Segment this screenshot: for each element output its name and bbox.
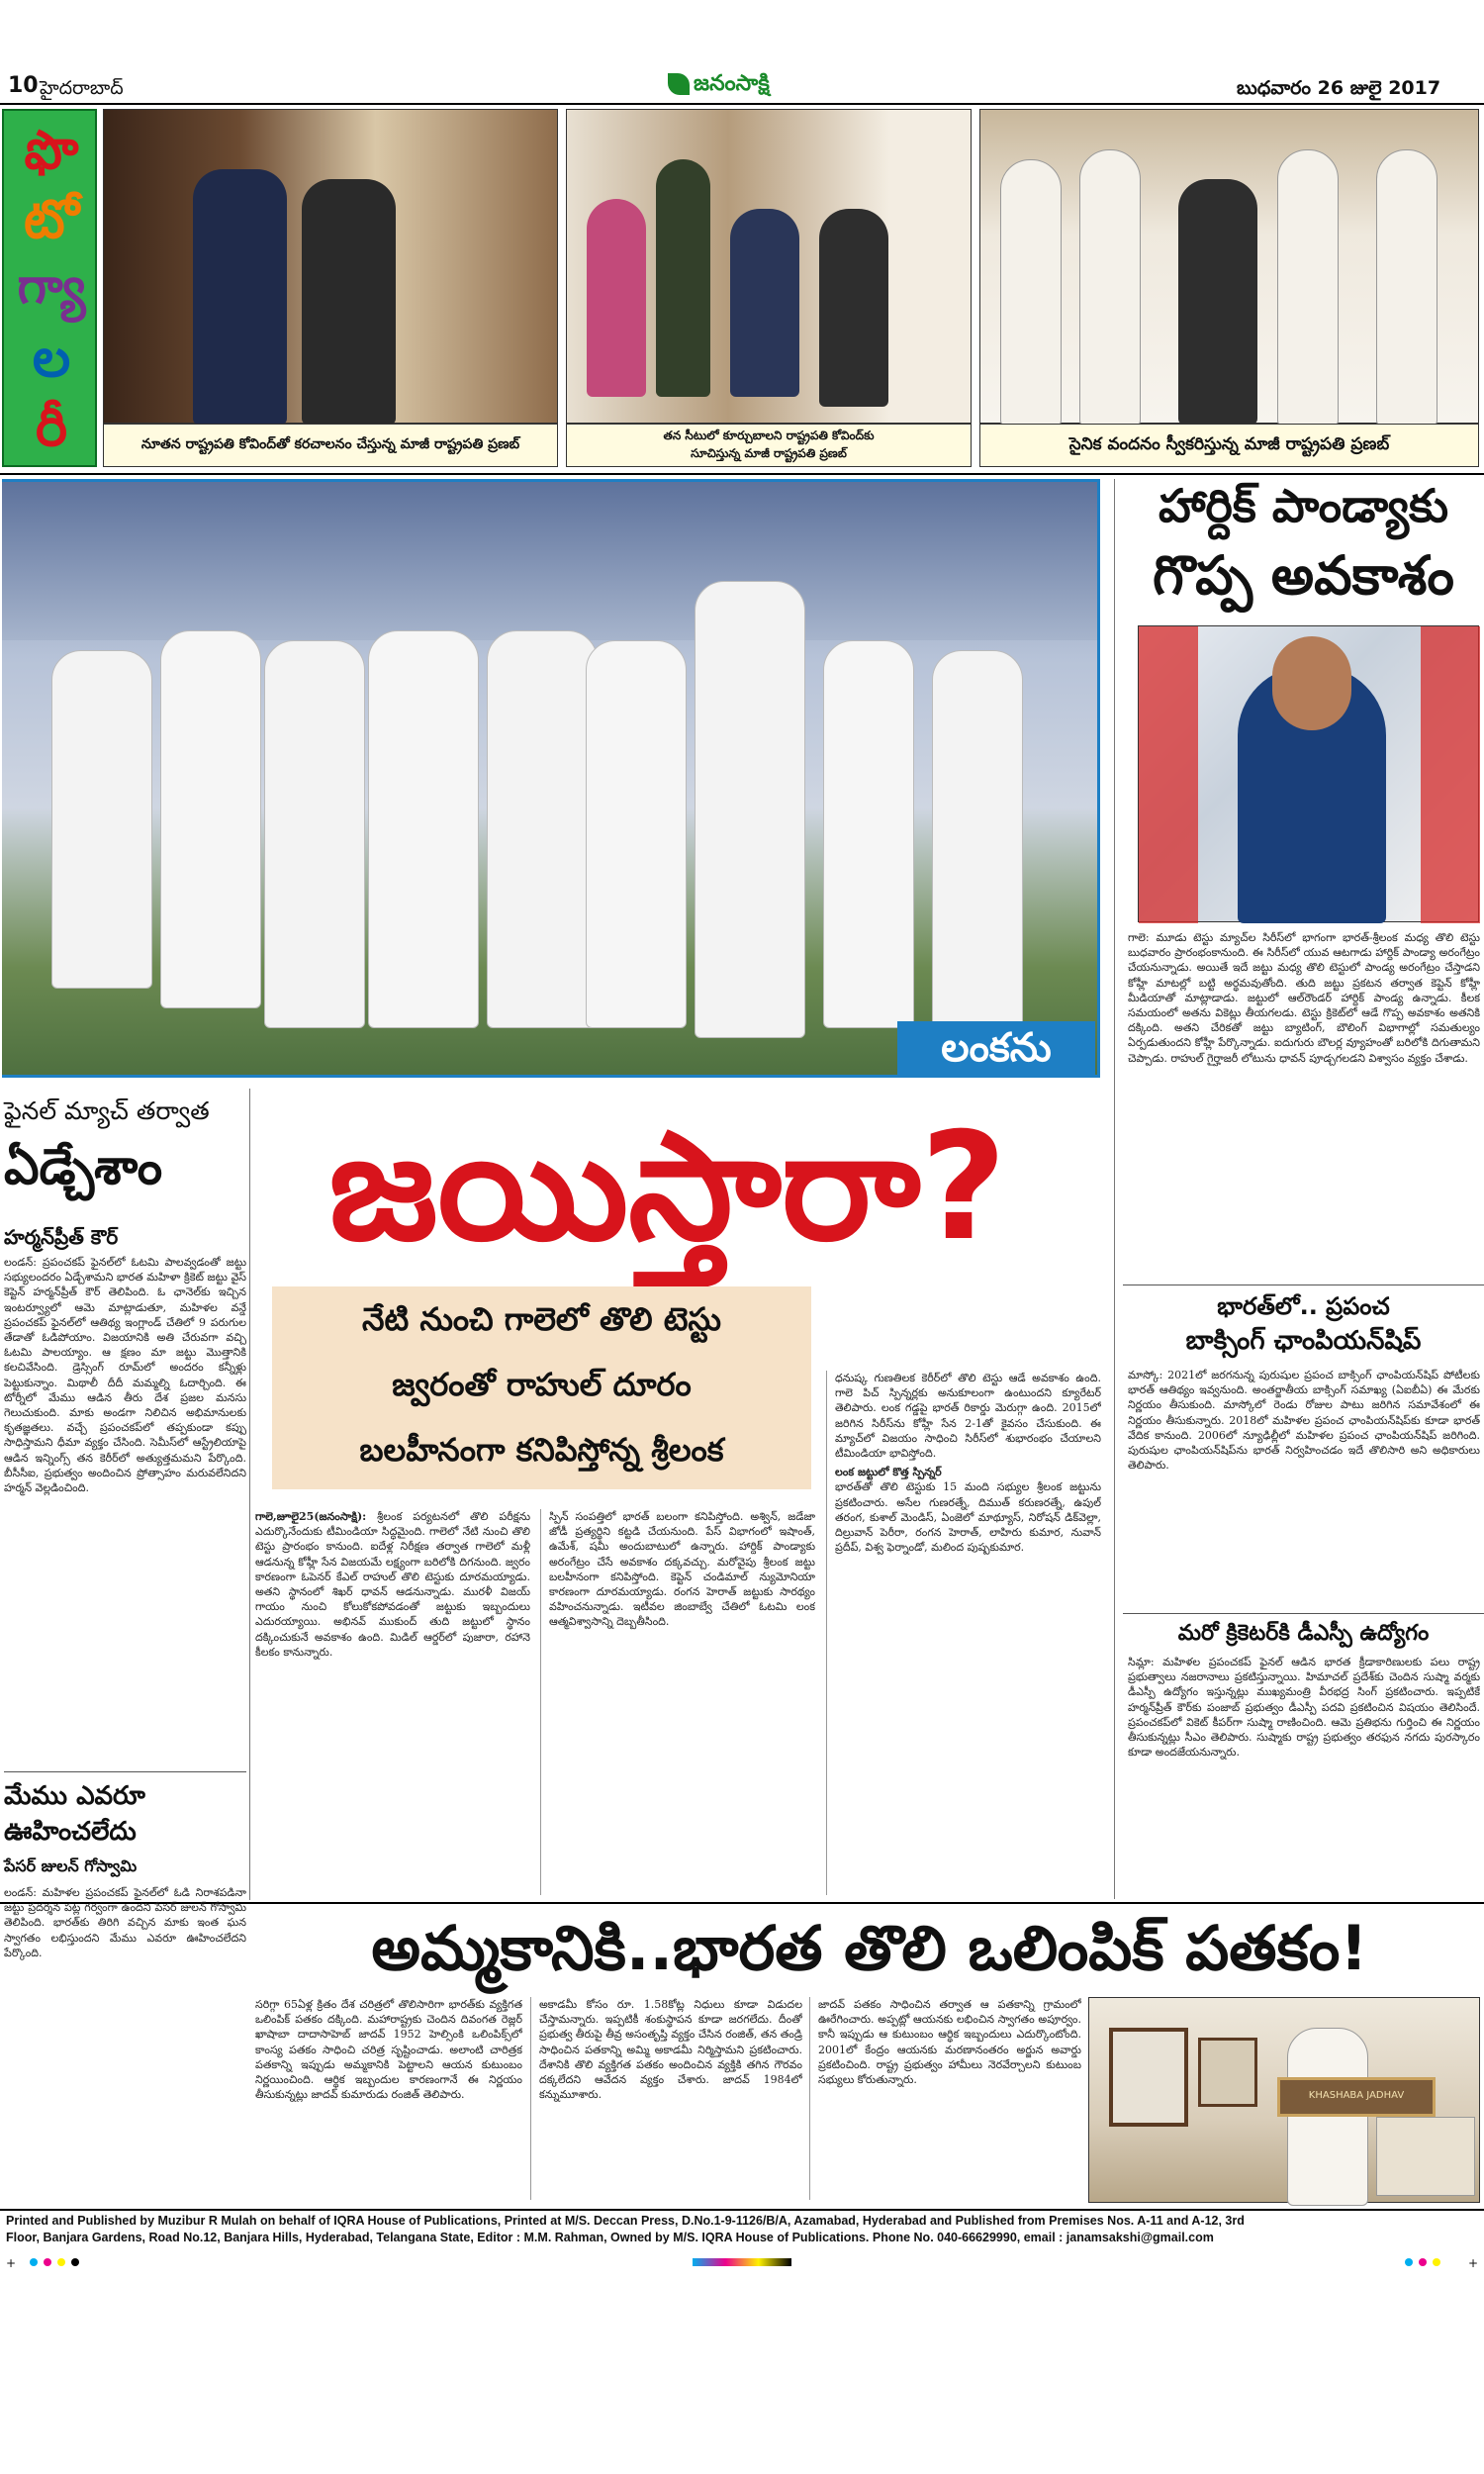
byline: హర్మన్‌ప్రీత్ కౌర్	[4, 1225, 119, 1249]
subhead: నేటి నుంచి గాలెలో తొలి టెస్టు	[362, 1300, 721, 1338]
color-dot	[1419, 2258, 1427, 2266]
column-divider	[1123, 1613, 1484, 1614]
boxing-headline: బాక్సింగ్ ఛాంపియన్‌షిప్	[1185, 1326, 1422, 1356]
photo-gallery	[0, 109, 1484, 475]
masthead	[0, 0, 1484, 99]
person-figure	[1079, 149, 1141, 427]
footer-rule	[0, 2209, 1484, 2211]
main-body-col2	[540, 1509, 815, 1895]
sponsor-board	[1421, 626, 1480, 923]
person-figure	[1277, 149, 1339, 427]
gallery-letter: ఫొ	[24, 119, 79, 181]
gallery-photo-salute	[979, 109, 1479, 424]
gallery-photo-seat	[566, 109, 972, 424]
player-figure	[51, 650, 152, 989]
kohli-kicker: ఫైనల్ మ్యాచ్ తర్వాత	[4, 1096, 210, 1125]
masthead-logo	[668, 69, 816, 103]
gallery-side-label	[2, 109, 97, 467]
registration-cross-icon: +	[1468, 2256, 1479, 2270]
person-figure	[1000, 159, 1062, 427]
kohli-photo	[1138, 625, 1479, 922]
column-divider	[4, 1771, 246, 1772]
color-dot	[57, 2258, 65, 2266]
sponsor-board	[1139, 626, 1198, 923]
frame-on-wall	[1109, 2028, 1188, 2127]
article-text: సరిగ్గా 65ఏళ్ల క్రితం దేశ చరిత్రలో తొలిసారిగా భారత్‌కు వ్యక్తిగత ఒలింపిక్ పతకం దక్కింది. మహారాష్ట్రకు చెందిన దివంగత రెజ్లర్ ఖాషాబా దాదాసాహెబ్ జాదవ్ 1952 హెల్సింకి ఒలింపిక్స్‌లో కాంస్య పతకం సాధించి చరిత్ర సృష్టించాడు. అలాంటి చారిత్రక పతకాన్ని ఇప్పుడు అమ్మకానికి పెట్టాలని ఆయన కుటుంబం నిర్ణయించింది. ఆర్థిక ఇబ్బందుల కారణంగానే ఈ నిర్ణయం తీసుకున్నట్లు జాదవ్ కుమారుడు రంజిత్ తెలిపారు.	[255, 1998, 522, 2102]
subhead: జ్వరంతో రాహుల్ దూరం	[392, 1366, 692, 1403]
gallery-caption-line: తన సీటులో కూర్చుబాలని రాష్ట్రపతి కోవింద్‌కు	[663, 428, 875, 442]
main-headline: జయిస్తారా?	[328, 1101, 1007, 1274]
shelf-display	[1376, 2117, 1475, 2196]
boxing-kicker: భారత్‌లో.. ప్రపంచ	[1217, 1292, 1390, 1320]
olympic-body-col3	[809, 1997, 1081, 2200]
player-figure	[695, 581, 805, 1038]
dsp-headline: మరో క్రికెటర్‌కి డీఎస్పీ ఉద్యోగం	[1177, 1621, 1430, 1646]
color-dot	[44, 2258, 51, 2266]
byline: పేసర్ జులన్ గోస్వామి	[4, 1856, 138, 1875]
face-shape	[1272, 636, 1351, 730]
frame-on-wall	[1198, 2038, 1257, 2107]
article-text: ధనుష్క గుణతిలక కెరీర్‌లో తొలి టెస్టు ఆడే అవకాశం ఉంది. గాలె పిచ్ స్పిన్నర్లకు అనుకూలంగా ఉంటుందని క్యూరేటర్ తెలిపారు. లంక గడ్డపై భారత్ రికార్డు మెరుగ్గా ఉంది. 2015లో జరిగిన సిరీస్‌ను కోహ్లీ సేన 2-1తో కైవసం చేసుకుంది. ఈ మ్యాచ్‌లో విజయం సాధించి సిరీస్‌లో శుభారంభం చేయాలని టీమిండియా భావిస్తోంది.	[835, 1372, 1101, 1461]
article-text: లండన్: ప్రపంచకప్ ఫైనల్‌లో ఓటమి పాలవ్వడంతో జట్టు సభ్యులందరం ఏడ్చేశామని భారత మహిళా క్రికెట్ జట్టు వైస్ కెప్టెన్ హర్మన్‌ప్రీత్ కౌర్ తెలిపింది. ఓ ఛానెల్‌కు ఇచ్చిన ఇంటర్వ్యూలో ఆమె మాట్లాడుతూ, మహిళల వన్డే ప్రపంచకప్ ఫైనల్‌లో ఆతిథ్య ఇంగ్లాండ్ చేతిలో 9 పరుగుల తేడాతో ఓడిపోయాం. విజయానికి అతి చేరువగా వచ్చి ఓటమి పాలయ్యాం. ఆ క్షణం మా జట్టు మొత్తానికి కలచివేసింది. డ్రెస్సింగ్ రూమ్‌లో అందరం కన్నీళ్లు పెట్టుకున్నాం. మిథాలీ దీదీ మమ్మల్ని ఓదార్చింది. ఈ టోర్నీలో మేము ఆడిన తీరు దేశ ప్రజల మనసు గెలుచుకుంది. మాకు అండగా నిలిచిన అభిమానులకు కృతజ్ఞతలు. వచ్చే ప్రపంచకప్‌లో తప్పకుండా కప్పు సాధిస్తామని ధీమా వ్యక్తం చేసింది. సెమీస్‌లో ఆస్ట్రేలియాపై ఆడిన ఇన్నింగ్స్ తన కెరీర్‌లో అత్యుత్తమమని పేర్కొంది. బీసీసీఐ, ప్రభుత్వం అందించిన ప్రోత్సాహం మరువలేనిదని హర్మన్ వెల్లడించింది.	[4, 1256, 246, 1495]
registration-cross-icon: +	[6, 2256, 17, 2270]
dateline: గాలె,జూలై25(జనంసాక్షి):	[255, 1510, 367, 1523]
color-dot	[71, 2258, 79, 2266]
gallery-letter: టో	[23, 188, 80, 250]
main-body-col1	[255, 1509, 530, 1895]
main-photo	[2, 482, 1097, 1075]
player-figure	[264, 640, 365, 1028]
player-figure	[487, 630, 598, 1028]
jhulan-body	[4, 1885, 246, 2192]
person-figure	[1287, 2028, 1368, 2206]
crowd-band	[2, 482, 1097, 640]
color-dot	[1405, 2258, 1413, 2266]
person-figure	[656, 159, 710, 397]
hardik-headline: హార్దిక్ పాండ్యాకు	[1159, 479, 1448, 532]
gallery-caption: నూతన రాష్ట్రపతి కోవింద్‌తో కరచాలనం చేస్తున్న మాజీ రాష్ట్రపతి ప్రణబ్	[103, 424, 558, 467]
page-number: 10	[8, 73, 39, 98]
section-rule	[0, 473, 1484, 475]
gallery-caption: సైనిక వందనం స్వీకరిస్తున్న మాజీ రాష్ట్రపతి ప్రణబ్	[979, 424, 1479, 467]
article-subhead: లంక జట్టులో కొత్త స్పిన్నర్	[835, 1466, 942, 1479]
color-dot	[30, 2258, 38, 2266]
boxing-body	[1128, 1368, 1480, 1605]
hardik-body	[1128, 930, 1480, 1277]
medal-plaque	[1277, 2077, 1436, 2117]
person-figure	[1376, 149, 1438, 427]
kohli-body	[4, 1255, 246, 1769]
player-figure	[160, 630, 261, 1008]
color-bar	[693, 2258, 791, 2266]
imprint	[6, 2213, 1478, 2246]
article-text: భారత్‌తో తొలి టెస్టుకు 15 మంది సభ్యుల శ్రీలంక జట్టును ప్రకటించారు. అసేల గుణరత్నే, దిముత్ కరుణరత్నే, ఉపుల్ తరంగ, కుశాల్ మెండిస్, ఏంజెలో మాథ్యూస్, నిరోషన్ డిక్‌వెల్లా, దిల్రువాన్ పెరీరా, రంగన హెరాత్, లాహిరు కుమార, నువాన్ ప్రదీప్, విశ్వ ఫెర్నాండో, మలింద పుష్పకుమార.	[835, 1480, 1101, 1555]
city-label: హైదరాబాద్	[40, 77, 124, 99]
olympic-body-col1	[255, 1997, 522, 2200]
olympic-body-col2	[530, 1997, 802, 2200]
registration-marks	[0, 2254, 1484, 2270]
leaf-icon	[668, 73, 690, 95]
person-figure	[819, 209, 888, 407]
main-body-col3	[826, 1371, 1101, 1895]
imprint-line: Floor, Banjara Gardens, Road No.12, Banjara Hills, Hyderabad, Telangana State, Editor : M.M. Rahman, Owned by M/S. IQRA House of Publications. Phone No. 040-66629990, email : janamsakshi@gmail.com	[6, 2231, 1214, 2244]
player-figure	[368, 630, 479, 1028]
gallery-letter: ల	[32, 327, 71, 389]
player-figure	[823, 640, 914, 1028]
article-text: స్పిన్ సంపత్తిలో భారత్ బలంగా కనిపిస్తోంది. అశ్విన్, జడేజా జోడీ ప్రత్యర్థిని కట్టడి చేయనుంది. పేస్ విభాగంలో ఇషాంత్, ఉమేశ్, షమీ అందుబాటులో ఉన్నారు. హార్దిక్ పాండ్యాకు అరంగేట్రం చేసే అవకాశం దక్కవచ్చు. మరోవైపు శ్రీలంక జట్టు బలహీనంగా కనిపిస్తోంది. కెప్టెన్ చండిమాల్ న్యుమోనియా కారణంగా దూరమయ్యాడు. రంగన హెరాత్ జట్టుకు సారథ్యం వహించనున్నాడు. ఇటీవల జింబాబ్వే చేతిలో ఓటమి లంక ఆత్మవిశ్వాసాన్ని దెబ్బతీసింది.	[549, 1510, 815, 1629]
gallery-photo-handshake	[103, 109, 558, 424]
photo-tag: లంకను	[897, 1021, 1095, 1076]
plaque-text: KHASHABA JADHAV	[1308, 2090, 1405, 2101]
color-dot	[1433, 2258, 1440, 2266]
person-figure	[193, 169, 287, 425]
subhead-box	[272, 1286, 811, 1489]
main-photo-frame	[2, 479, 1100, 1078]
person-figure	[587, 199, 646, 397]
person-figure	[730, 209, 799, 397]
column-divider	[1114, 479, 1115, 1899]
article-text: అకాడమీ కోసం రూ. 1.58కోట్ల నిధులు కూడా విడుదల చేస్తామన్నారు. ఇప్పటికీ శంకుస్థాపన కూడా జరగలేదు. దీంతో ప్రభుత్వ తీరుపై తీవ్ర అసంతృప్తి వ్యక్తం చేసిన రంజిత్, తన తండ్రి సాధించిన పతకాన్ని అమ్మి అకాడమీ నిర్మిస్తామని ప్రకటించారు. దేశానికి తొలి వ్యక్తిగత పతకం అందించిన వ్యక్తికి తగిన గౌరవం దక్కలేదని ఆవేదన వ్యక్తం చేశారు. జాదవ్ 1984లో కన్నుమూశారు.	[539, 1998, 802, 2102]
jhulan-headline: ఊహించలేదు	[4, 1817, 137, 1847]
olympic-photo	[1088, 1997, 1480, 2203]
person-figure	[1178, 179, 1257, 425]
article-text: మాస్కో: 2021లో జరగనున్న పురుషుల ప్రపంచ బాక్సింగ్ ఛాంపియన్‌షిప్ పోటీలకు భారత్ ఆతిథ్యం ఇవ్వనుంది. అంతర్జాతీయ బాక్సింగ్ సమాఖ్య (ఏఐబీఏ) ఈ మేరకు నిర్ణయం తీసుకుంది. మాస్కోలో రెండు రోజుల పాటు జరిగిన సమావేశంలో ఈ నిర్ణయం తీసుకున్నారు. 2018లో మహిళల ప్రపంచ ఛాంపియన్‌షిప్‌కు కూడా భారత్ వేదిక కానుంది. 2006లో న్యూఢిల్లీలో మహిళల ప్రపంచ ఛాంపియన్‌షిప్ జరిగింది. పురుషుల ఛాంపియన్‌షిప్‌ను భారత్ నిర్వహించడం ఇదే తొలిసారి అని అధికారులు తెలిపారు.	[1128, 1369, 1480, 1473]
gallery-letter: రీ	[35, 396, 68, 458]
gallery-caption	[566, 424, 972, 467]
article-text: లండన్: మహిళల ప్రపంచకప్ ఫైనల్‌లో ఓడి నిరాశపడినా జట్టు ప్రదర్శన పట్ల గర్వంగా ఉందని పేసర్ జులన్ గోస్వామి తెలిపింది. భారత్‌కు తిరిగి వచ్చిన మాకు ఇంత ఘన స్వాగతం లభిస్తుందని మేము ఎవరూ ఊహించలేదని పేర్కొంది.	[4, 1886, 246, 1959]
article-text: గాలె: మూడు టెస్టు మ్యాచ్‌ల సిరీస్‌లో భాగంగా భారత్-శ్రీలంక మధ్య తొలి టెస్టు బుధవారం ప్రారంభంకానుంది. ఈ సిరీస్‌లో యువ ఆటగాడు హార్దిక్ పాండ్యా అరంగేట్రం చేయనున్నాడు. అయితే ఇదే జట్టు మధ్య తొలి టెస్టులో పాండ్య అరంగేట్రం చేస్తాడని కోహ్లీ మాటల్లో బట్టి అర్థమవుతోంది. తుది జట్టు ప్రకటన తర్వాత కెప్టెన్ కోహ్లీ మీడియాతో మాట్లాడాడు. జట్టులో ఆల్‌రౌండర్ హార్దిక్ పాండ్య ఉన్నాడు. కీలక సమయంలో అతను వికెట్లు తీయగలడు. టెస్టు క్రికెట్‌లో ఆడే గొప్ప అవకాశం అతనికి దక్కింది. అతని చేరికతో జట్టు బ్యాటింగ్, బౌలింగ్ విభాగాల్లో సమతుల్యం ఏర్పడుతుందని కోహ్లీ పేర్కొన్నాడు. ఐదుగురు బౌలర్ల వ్యూహంతో బరిలోకి దిగుతామని చెప్పాడు. రాహుల్ గైర్హాజరీ లోటును ధావన్ పూడ్చగలడని విశ్వాసం వ్యక్తం చేశాడు.	[1128, 931, 1480, 1065]
hardik-headline: గొప్ప అవకాశం	[1153, 544, 1454, 607]
masthead-rule	[0, 103, 1484, 105]
column-divider	[249, 1089, 250, 1900]
olympic-headline: అమ్మకానికి..భారత తొలి ఒలింపిక్ పతకం!	[371, 1912, 1368, 1984]
date-label: బుధవారం 26 జులై 2017	[1237, 77, 1441, 99]
jhulan-headline: మేము ఎవరూ	[4, 1781, 145, 1811]
article-text: సిమ్లా: మహిళల ప్రపంచకప్ ఫైనల్ ఆడిన భారత క్రీడాకారిణులకు పలు రాష్ట్ర ప్రభుత్వాలు నజరానాలు ప్రకటిస్తున్నాయి. హిమాచల్ ప్రదేశ్‌కు చెందిన సుష్మా వర్మకు డీఎస్పీ ఉద్యోగం ఇస్తున్నట్లు ముఖ్యమంత్రి వీరభద్ర సింగ్ ప్రకటించారు. ఇప్పటికే హర్మన్‌ప్రీత్ కౌర్‌కు పంజాబ్ ప్రభుత్వం డీఎస్పీ పదవి ప్రకటించిన విషయం తెలిసిందే. ప్రపంచకప్‌లో వికెట్ కీపర్‌గా సుష్మా రాణించింది. ఆమె ప్రతిభను గుర్తించి ఈ నిర్ణయం తీసుకున్నట్లు సీఎం తెలిపారు. సుష్మాకు రాష్ట్ర ప్రభుత్వం తరఫున నగదు పురస్కారం కూడా అందజేయనున్నారు.	[1128, 1656, 1480, 1760]
person-figure	[302, 179, 396, 425]
gallery-letter: గ్యా	[17, 257, 86, 315]
gallery-caption-line: సూచిస్తున్న మాజీ రాష్ట్రపతి ప్రణబ్	[691, 446, 847, 460]
player-figure	[932, 650, 1023, 1028]
kohli-headline: ఏడ్చేశాం	[4, 1138, 163, 1195]
player-figure	[586, 640, 687, 1028]
subhead: బలహీనంగా కనిపిస్తోన్న శ్రీలంక	[359, 1431, 724, 1469]
dsp-body	[1128, 1655, 1480, 1897]
imprint-line: Printed and Published by Muzibur R Mulah on behalf of IQRA House of Publications, Printed at M/S. Deccan Press, D.No.1-9-1126/B/A, Azamabad, Hyderabad and Published from Premises Nos. A-11 and A-12, 3rd	[6, 2214, 1245, 2228]
logo-text: జనంసాక్షి	[694, 71, 770, 96]
article-text: శ్రీలంక పర్యటనలో తొలి పరీక్షను ఎదుర్కొనేందుకు టీమిండియా సిద్ధమైంది. గాలెలో నేటి నుంచి తొలి టెస్టు ప్రారంభం కానుంది. ఐదేళ్ల నిరీక్షణ తర్వాత గాలెలో మళ్లీ ఆడనున్న కోహ్లీ సేన విజయమే లక్ష్యంగా బరిలోకి దిగనుంది. జ్వరం కారణంగా ఓపెనర్ కేఎల్ రాహుల్ తొలి టెస్టుకు దూరమయ్యాడు. అతని స్థానంలో శిఖర్ ధావన్ ఆడనున్నాడు. మురళీ విజయ్ గాయం నుంచి కోలుకోకపోవడంతో జట్టుకు ఇబ్బందులు ఎదురయ్యాయి. అభినవ్ ముకుంద్ తుది జట్టులో స్థానం దక్కించుకునే అవకాశం ఉంది. మిడిల్ ఆర్డర్‌లో పుజారా, రహానె కీలకం కానున్నారు.	[255, 1510, 530, 1659]
article-text: జాదవ్ పతకం సాధించిన తర్వాత ఆ పతకాన్ని గ్రామంలో ఊరేగించారు. అప్పట్లో ఆయనకు లభించిన స్వాగతం అపూర్వం. కానీ ఇప్పుడు ఆ కుటుంబం ఆర్థిక ఇబ్బందులు ఎదుర్కొంటోంది. 2001లో కేంద్రం ఆయనకు మరణానంతరం అర్జున అవార్డు ప్రకటించింది. రాష్ట్ర ప్రభుత్వం హామీలు నెరవేర్చాలని కుటుంబ సభ్యులు కోరుతున్నారు.	[818, 1998, 1081, 2087]
